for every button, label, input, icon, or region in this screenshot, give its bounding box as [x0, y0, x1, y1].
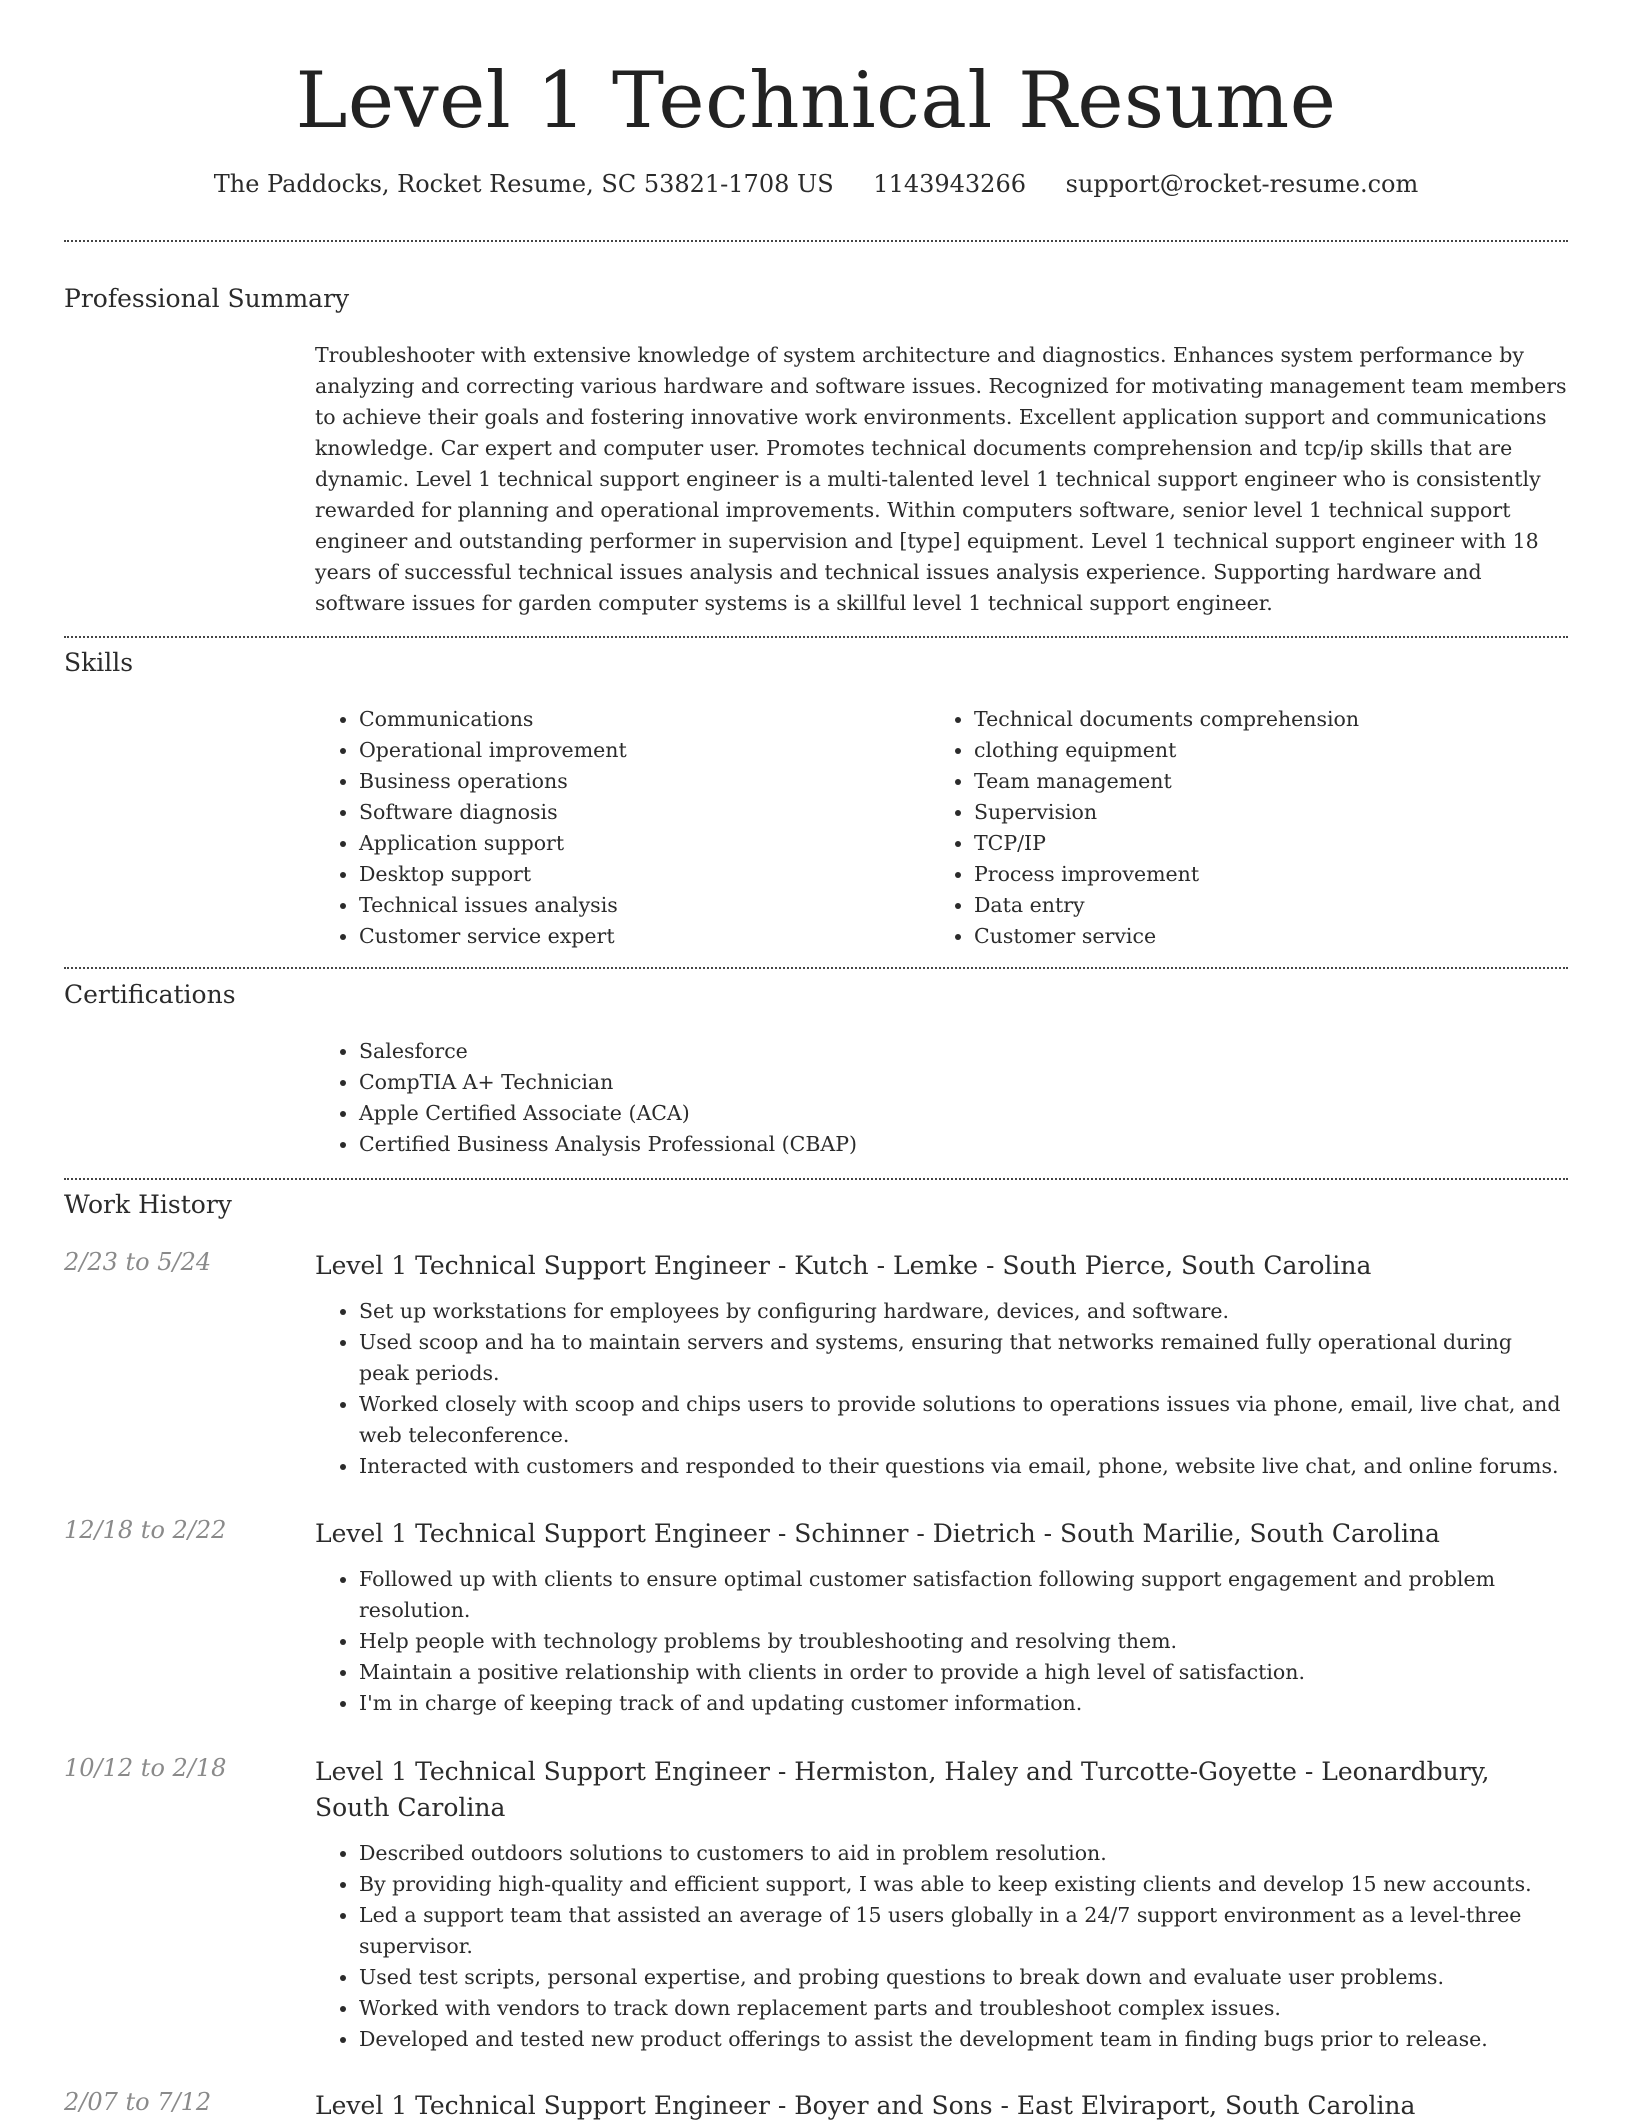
section-title-skills: Skills — [64, 648, 134, 677]
skill-item: • clothing equipment — [974, 735, 1545, 766]
section-title-certifications: Certifications — [64, 980, 236, 1009]
job-title: Level 1 Technical Support Engineer - Kutch - Lemke - South Pierce, South Carolina — [315, 1251, 1372, 1280]
skill-item: • Process improvement — [974, 859, 1545, 890]
skill-item: • Communications — [359, 704, 930, 735]
job-title: Level 1 Technical Support Engineer - Boyer and Sons - East Elviraport, South Carolina — [315, 2091, 1416, 2120]
skill-item: • Team management — [974, 766, 1545, 797]
email: support@rocket-resume.com — [1065, 170, 1419, 198]
job-bullet: • Used test scripts, personal expertise, and probing questions to break down and evaluate user problems. — [359, 1962, 1568, 1993]
section-title-summary: Professional Summary — [64, 284, 350, 313]
skill-item: • Data entry — [974, 890, 1545, 921]
address: The Paddocks, Rocket Resume, SC 53821-1708 US — [213, 170, 834, 198]
job-bullet: • Developed and tested new product offerings to assist the development team in finding bugs prior to release. — [359, 2024, 1568, 2055]
job-bullet: • Led a support team that assisted an average of 15 users globally in a 24/7 support environment as a level-three supervisor. — [359, 1900, 1568, 1962]
resume-page — [64, 0, 1568, 2120]
divider — [64, 1178, 1568, 1180]
job-bullet: • Described outdoors solutions to customers to aid in problem resolution. — [359, 1838, 1568, 1869]
skills-column-left — [315, 704, 930, 952]
section-title-work: Work History — [64, 1190, 232, 1219]
job-bullet: • Maintain a positive relationship with clients in order to provide a high level of satisfaction. — [359, 1657, 1568, 1688]
skill-item: • Supervision — [974, 797, 1545, 828]
job-entry — [64, 1248, 1568, 1482]
skill-item: • Software diagnosis — [359, 797, 930, 828]
skills-column-right — [930, 704, 1545, 952]
job-dates: 12/18 to 2/22 — [64, 1516, 227, 1544]
summary-text: Troubleshooter with extensive knowledge of system architecture and diagnostics. Enhances system performance by analyzing and correcting various hardware and software issues. Recognized for motivating management team members to achieve their goals and fostering innovative work environments. Excellent application support and communications knowledge. Car expert and computer user. Promotes technical documents comprehension and tcp/ip skills that are dynamic. Level 1 technical support engineer is a multi-talented level 1 technical support engineer who is consistently rewarded for planning and operational improvements. Within computers software, senior level 1 technical support engineer and outstanding performer in supervision and [type] equipment. Level 1 technical support engineer with 18 years of successful technical issues analysis and technical issues analysis experience. Supporting hardware and software issues for garden computer systems is a skillful level 1 technical support engineer. — [315, 343, 1567, 615]
job-bullet: • Followed up with clients to ensure optimal customer satisfaction following support engagement and problem resolution. — [359, 1564, 1568, 1626]
job-title: Level 1 Technical Support Engineer - Hermiston, Haley and Turcotte-Goyette - Leonardbury, South Carolina — [315, 1757, 1490, 1822]
phone: 1143943266 — [873, 170, 1026, 198]
job-bullets — [315, 1296, 1568, 1482]
job-entry — [64, 2088, 1568, 2124]
resume-name: Level 1 Technical Resume — [295, 56, 1337, 146]
skill-item: • Technical issues analysis — [359, 890, 930, 921]
skill-item: • Application support — [359, 828, 930, 859]
certification-item: • Salesforce — [359, 1036, 1568, 1067]
skill-item: • Technical documents comprehension — [974, 704, 1545, 735]
certification-item: • Certified Business Analysis Professional (CBAP) — [359, 1129, 1568, 1160]
job-bullet: • Worked closely with scoop and chips users to provide solutions to operations issues via phone, email, live chat, and web teleconference. — [359, 1389, 1568, 1451]
skill-item: • Customer service expert — [359, 921, 930, 952]
job-entry — [64, 1754, 1568, 2055]
contact-line — [64, 170, 1568, 198]
skill-item: • Desktop support — [359, 859, 930, 890]
divider — [64, 967, 1568, 969]
job-dates: 2/23 to 5/24 — [64, 1248, 212, 1276]
job-bullet: • Used scoop and ha to maintain servers and systems, ensuring that networks remained fully operational during peak periods. — [359, 1327, 1568, 1389]
job-bullets — [315, 1564, 1568, 1719]
job-bullet: • Set up workstations for employees by configuring hardware, devices, and software. — [359, 1296, 1568, 1327]
certification-item: • Apple Certified Associate (ACA) — [359, 1098, 1568, 1129]
job-bullet: • Help people with technology problems by troubleshooting and resolving them. — [359, 1626, 1568, 1657]
skill-item: • Operational improvement — [359, 735, 930, 766]
job-bullet: • Interacted with customers and responded to their questions via email, phone, website live chat, and online forums. — [359, 1451, 1568, 1482]
job-dates: 10/12 to 2/18 — [64, 1754, 227, 1782]
job-bullet: • Worked with vendors to track down replacement parts and troubleshoot complex issues. — [359, 1993, 1568, 2024]
job-entry — [64, 1516, 1568, 1719]
job-bullets — [315, 1838, 1568, 2055]
divider — [64, 636, 1568, 638]
job-dates: 2/07 to 7/12 — [64, 2088, 212, 2116]
certifications-list — [315, 1036, 1568, 1160]
job-bullet: • By providing high-quality and efficient support, I was able to keep existing clients and develop 15 new accounts. — [359, 1869, 1568, 1900]
skills-list — [315, 704, 1568, 952]
certification-item: • CompTIA A+ Technician — [359, 1067, 1568, 1098]
skill-item: • TCP/IP — [974, 828, 1545, 859]
skill-item: • Customer service — [974, 921, 1545, 952]
job-bullet: • I'm in charge of keeping track of and updating customer information. — [359, 1688, 1568, 1719]
job-title: Level 1 Technical Support Engineer - Schinner - Dietrich - South Marilie, South Carolina — [315, 1519, 1440, 1548]
divider — [64, 240, 1568, 242]
skill-item: • Business operations — [359, 766, 930, 797]
